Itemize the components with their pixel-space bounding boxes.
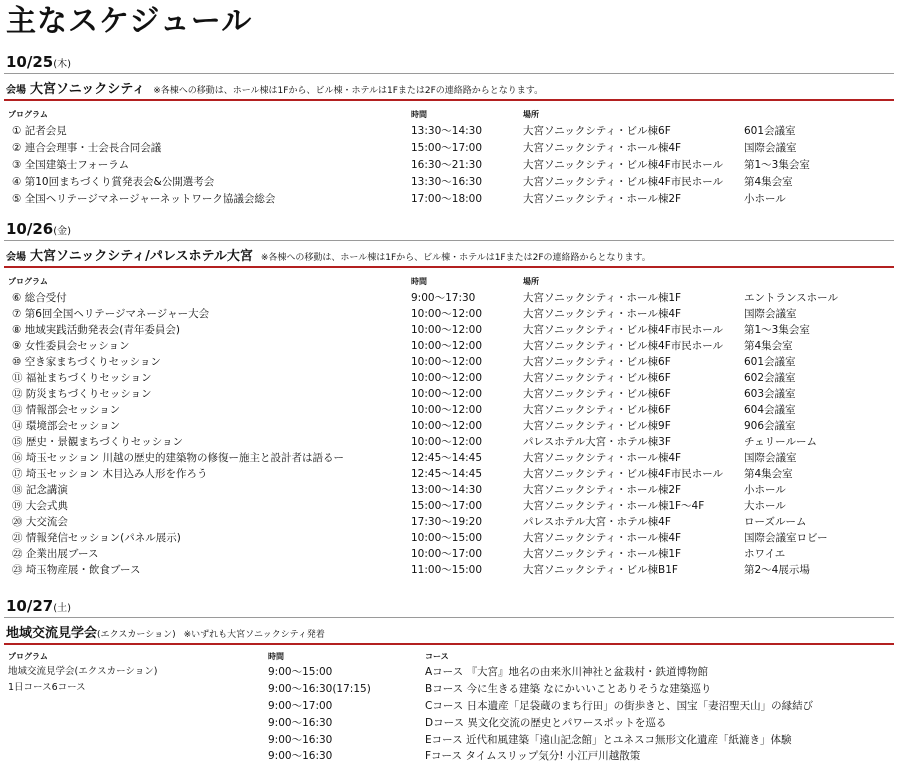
day3-venue-line [6, 623, 325, 644]
room-cell: 小ホール [744, 484, 786, 496]
day3-header-program: プログラム [8, 652, 48, 661]
program-cell: ① 記者会見 [12, 125, 67, 137]
place-cell: 大宮ソニックシティ・ビル棟6F [523, 356, 671, 368]
time-cell: 13:30〜16:30 [411, 176, 483, 188]
program-cell: ⑫ 防災まちづくりセッション [12, 388, 152, 400]
room-cell: 603会議室 [744, 388, 796, 400]
program-cell: ⑨ 女性委員会セッション [12, 340, 130, 352]
place-cell: 大宮ソニックシティ・ビル棟6F [523, 404, 671, 416]
program-cell: ⑯ 埼玉セッション 川越の歴史的建築物の修復ー施主と設計者は語るー [12, 452, 344, 464]
room-cell: 第4集会室 [744, 340, 793, 352]
day3-weekday: (土) [53, 603, 72, 614]
place-cell: 大宮ソニックシティ・ホール棟1F [523, 292, 682, 304]
time-cell: 10:00〜12:00 [411, 356, 483, 368]
program-cell: ⑥ 総合受付 [12, 292, 67, 304]
program-cell: ② 連合会理事・士会長合同会議 [12, 142, 162, 154]
place-cell: 大宮ソニックシティ・ホール棟4F [523, 308, 682, 320]
day2-weekday: (金) [53, 226, 72, 237]
time-cell: 11:00〜15:00 [411, 564, 483, 576]
time-cell: 13:00〜14:30 [411, 484, 483, 496]
room-cell: 国際会議室 [744, 452, 797, 464]
course-cell: Bコース 今に生きる建築 なにかいいことありそうな建築巡り [425, 683, 712, 695]
place-cell: 大宮ソニックシティ・ホール棟4F [523, 142, 682, 154]
time-cell: 16:30〜21:30 [411, 159, 483, 171]
day1-venue-line [6, 79, 543, 100]
place-cell: 大宮ソニックシティ・ビル棟4F市民ホール [523, 468, 724, 480]
program-cell: ⑱ 記念講演 [12, 484, 68, 496]
day3-header-course: コース [425, 652, 449, 661]
room-cell: 601会議室 [744, 356, 796, 368]
day2-venue-tag: 会場 [6, 252, 26, 263]
day3-red-rule [4, 643, 894, 645]
place-cell: 大宮ソニックシティ・ビル棟4F市民ホール [523, 324, 724, 336]
program-cell: ⑭ 環境部会セッション [12, 420, 121, 432]
day3-top-rule [4, 617, 894, 618]
time-cell: 9:00〜16:30 [268, 734, 333, 746]
time-cell: 9:00〜16:30 [268, 717, 333, 729]
time-cell: 9:00〜17:30 [411, 292, 476, 304]
time-cell: 13:30〜14:30 [411, 125, 483, 137]
time-cell: 15:00〜17:00 [411, 500, 483, 512]
room-cell: 906会議室 [744, 420, 796, 432]
program-cell: ⑳ 大交流会 [12, 516, 68, 528]
program-cell: ㉑ 情報発信セッション(パネル展示) [12, 532, 181, 544]
room-cell: 小ホール [744, 193, 786, 205]
time-cell: 10:00〜12:00 [411, 340, 483, 352]
day2-header-time: 時間 [411, 277, 427, 286]
course-cell: Eコース 近代和風建築「遠山記念館」とユネスコ無形文化遺産「紙漉き」体験 [425, 734, 792, 746]
day1-date-text: 10/25 [6, 53, 54, 71]
program-cell: ⑩ 空き家まちづくりセッション [12, 356, 161, 368]
room-cell: 国際会議室 [744, 308, 797, 320]
time-cell: 17:00〜18:00 [411, 193, 483, 205]
day2-venue-line [6, 246, 651, 267]
room-cell: 第2〜4展示場 [744, 564, 810, 576]
day1-venue-tag: 会場 [6, 85, 26, 96]
place-cell: パレスホテル大宮・ホテル棟4F [523, 516, 671, 528]
day3-venue-name: 地域交流見学会 [6, 626, 98, 641]
course-cell: Fコース タイムスリップ気分! 小江戸川越散策 [425, 750, 641, 762]
room-cell: 第4集会室 [744, 176, 793, 188]
day1-date [6, 52, 71, 75]
place-cell: 大宮ソニックシティ・ホール棟1F〜4F [523, 500, 705, 512]
place-cell: 大宮ソニックシティ・ビル棟6F [523, 372, 671, 384]
program-cell: ㉓ 埼玉物産展・飲食ブース [12, 564, 141, 576]
day3-date [6, 596, 71, 619]
place-cell: 大宮ソニックシティ・ビル棟6F [523, 388, 671, 400]
day2-top-rule [4, 240, 894, 241]
program-cell: ⑧ 地域実践活動発表会(青年委員会) [12, 324, 180, 336]
course-cell: Aコース 『大宮』地名の由来氷川神社と盆栽村・鉄道博物館 [425, 666, 708, 678]
day1-header-place: 場所 [523, 110, 539, 119]
program-cell: ⑰ 埼玉セッション 木目込み人形を作ろう [12, 468, 208, 480]
place-cell: パレスホテル大宮・ホテル棟3F [523, 436, 671, 448]
time-cell: 9:00〜16:30(17:15) [268, 683, 371, 695]
day3-venue-sub: (エクスカーション) [97, 630, 176, 640]
place-cell: 大宮ソニックシティ・ビル棟4F市民ホール [523, 159, 724, 171]
time-cell: 10:00〜12:00 [411, 404, 483, 416]
time-cell: 10:00〜12:00 [411, 436, 483, 448]
place-cell: 大宮ソニックシティ・ビル棟B1F [523, 564, 678, 576]
day2-venue-note: ※各棟への移動は、ホール棟は1Fから、ビル棟・ホテルは1Fまたは2Fの連絡路からとなります。 [260, 253, 651, 263]
day3-venue-note: ※いずれも大宮ソニックシティ発着 [183, 630, 325, 640]
room-cell: 602会議室 [744, 372, 796, 384]
time-cell: 10:00〜12:00 [411, 420, 483, 432]
day3-date-text: 10/27 [6, 597, 54, 615]
room-cell: 第1〜3集会室 [744, 324, 810, 336]
day2-date-text: 10/26 [6, 220, 54, 238]
page-title: 主なスケジュール [6, 4, 253, 39]
program-cell: ⑬ 情報部会セッション [12, 404, 121, 416]
room-cell: 601会議室 [744, 125, 796, 137]
program-cell: ⑪ 福祉まちづくりセッション [12, 372, 152, 384]
program-cell: ⑲ 大会式典 [12, 500, 68, 512]
time-cell: 15:00〜17:00 [411, 142, 483, 154]
room-cell: チェリールーム [744, 436, 817, 448]
day1-header-time: 時間 [411, 110, 427, 119]
time-cell: 12:45〜14:45 [411, 452, 483, 464]
day1-red-rule [4, 99, 894, 101]
room-cell: エントランスホール [744, 292, 838, 304]
time-cell: 10:00〜12:00 [411, 324, 483, 336]
day1-venue-name: 大宮ソニックシティ [30, 82, 146, 97]
program-cell: ⑤ 全国ヘリテージマネージャーネットワーク協議会総会 [12, 193, 276, 205]
room-cell: 国際会議室 [744, 142, 797, 154]
day1-weekday: (木) [53, 59, 72, 70]
time-cell: 9:00〜15:00 [268, 666, 333, 678]
time-cell: 10:00〜17:00 [411, 548, 483, 560]
day2-red-rule [4, 266, 894, 268]
room-cell: ホワイエ [744, 548, 786, 560]
day2-header-place: 場所 [523, 277, 539, 286]
time-cell: 9:00〜17:00 [268, 700, 333, 712]
place-cell: 大宮ソニックシティ・ホール棟2F [523, 193, 682, 205]
place-cell: 大宮ソニックシティ・ビル棟4F市民ホール [523, 176, 724, 188]
place-cell: 大宮ソニックシティ・ホール棟2F [523, 484, 682, 496]
time-cell: 10:00〜12:00 [411, 372, 483, 384]
program-cell: ㉒ 企業出展ブース [12, 548, 99, 560]
day2-header-program: プログラム [8, 277, 48, 286]
room-cell: 第1〜3集会室 [744, 159, 810, 171]
room-cell: 604会議室 [744, 404, 796, 416]
time-cell: 12:45〜14:45 [411, 468, 483, 480]
room-cell: 大ホール [744, 500, 786, 512]
program-cell: ⑮ 歴史・景観まちづくりセッション [12, 436, 184, 448]
day3-program-line2: 1日コース6コース [8, 682, 86, 693]
program-cell: ③ 全国建築士フォーラム [12, 159, 130, 171]
place-cell: 大宮ソニックシティ・ビル棟9F [523, 420, 671, 432]
place-cell: 大宮ソニックシティ・ホール棟1F [523, 548, 682, 560]
room-cell: 国際会議室ロビー [744, 532, 828, 544]
day3-program-line1: 地域交流見学会(エクスカーション) [8, 666, 158, 677]
day1-header-program: プログラム [8, 110, 48, 119]
time-cell: 10:00〜12:00 [411, 388, 483, 400]
place-cell: 大宮ソニックシティ・ビル棟6F [523, 125, 671, 137]
place-cell: 大宮ソニックシティ・ホール棟4F [523, 532, 682, 544]
day2-venue-name: 大宮ソニックシティ/パレスホテル大宮 [30, 249, 253, 264]
room-cell: ローズルーム [744, 516, 807, 528]
course-cell: Dコース 異文化交流の歴史とパワースポットを巡る [425, 717, 667, 729]
day3-header-time: 時間 [268, 652, 284, 661]
program-cell: ④ 第10回まちづくり賞発表会&公開選考会 [12, 176, 215, 188]
day1-top-rule [4, 73, 894, 74]
room-cell: 第4集会室 [744, 468, 793, 480]
place-cell: 大宮ソニックシティ・ホール棟4F [523, 452, 682, 464]
time-cell: 17:30〜19:20 [411, 516, 483, 528]
day1-venue-note: ※各棟への移動は、ホール棟は1Fから、ビル棟・ホテルは1Fまたは2Fの連絡路からとなります。 [153, 86, 544, 96]
course-cell: Cコース 日本遺産「足袋蔵のまち行田」の街歩きと、国宝「妻沼聖天山」の縁結び [425, 700, 814, 712]
day2-date [6, 219, 71, 242]
time-cell: 9:00〜16:30 [268, 750, 333, 762]
program-cell: ⑦ 第6回全国ヘリテージマネージャー大会 [12, 308, 210, 320]
place-cell: 大宮ソニックシティ・ビル棟4F市民ホール [523, 340, 724, 352]
time-cell: 10:00〜12:00 [411, 308, 483, 320]
time-cell: 10:00〜15:00 [411, 532, 483, 544]
